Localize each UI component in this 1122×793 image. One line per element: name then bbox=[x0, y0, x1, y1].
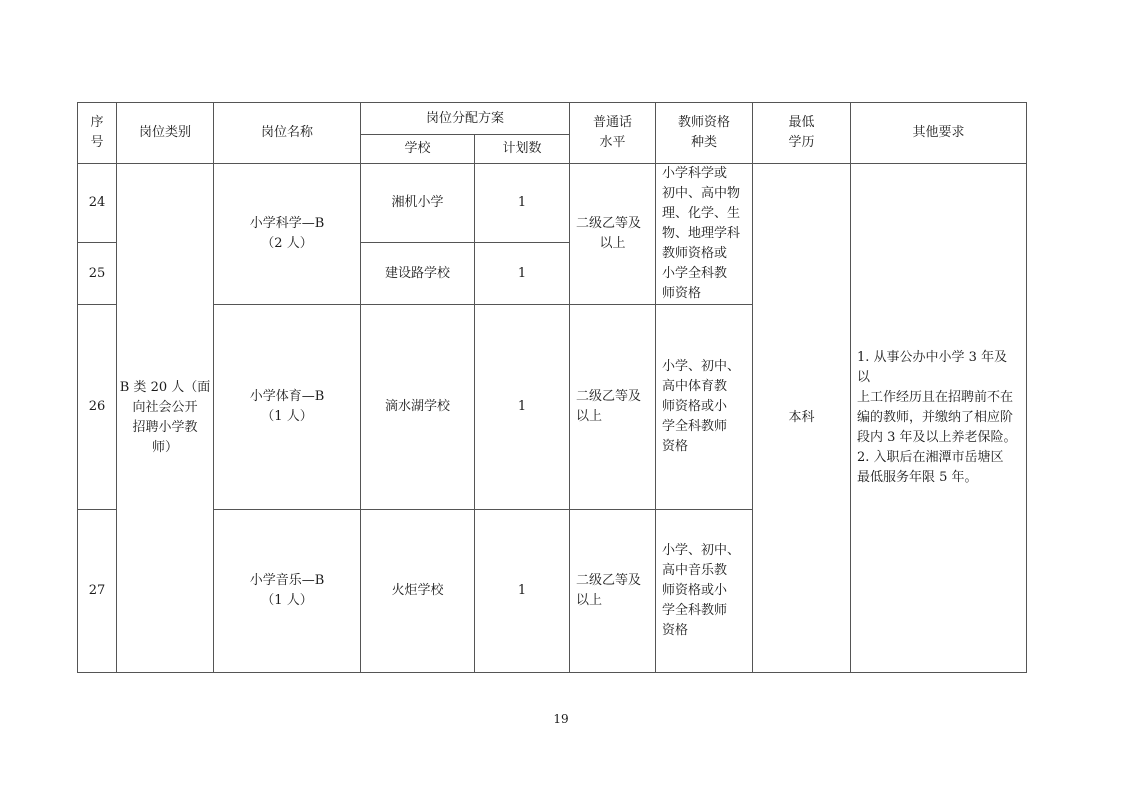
header-post-name: 岗位名称 bbox=[214, 103, 361, 164]
cert-line: 理、化学、生 bbox=[662, 206, 741, 221]
school-cell: 滴水湖学校 bbox=[361, 305, 475, 510]
header-cert-line2: 种类 bbox=[691, 135, 718, 150]
header-cert-line1: 教师资格 bbox=[678, 115, 731, 130]
category-line: 招聘小学教 bbox=[132, 420, 198, 435]
header-plan-count: 计划数 bbox=[475, 135, 570, 164]
category-cell bbox=[117, 164, 214, 673]
requirement-line: 编的教师，并缴纳了相应阶 bbox=[857, 410, 1014, 425]
cert-line: 小学科学或 bbox=[662, 166, 728, 181]
cert-line: 物、地理学科 bbox=[662, 226, 741, 241]
cert-cell bbox=[656, 305, 753, 510]
header-mandarin bbox=[570, 103, 656, 164]
header-seq bbox=[78, 103, 117, 164]
header-edu-line2: 学历 bbox=[788, 135, 815, 150]
header-other: 其他要求 bbox=[851, 103, 1027, 164]
seq-cell: 24 bbox=[78, 164, 117, 243]
mandarin-cell bbox=[570, 164, 656, 305]
edu-cell: 本科 bbox=[753, 164, 851, 673]
mandarin-line: 二级乙等及 bbox=[576, 216, 642, 231]
mandarin-line: 以上 bbox=[576, 409, 603, 424]
requirement-line: 上工作经历且在招聘前不在 bbox=[857, 390, 1014, 405]
count-cell: 1 bbox=[475, 164, 570, 243]
cert-line: 师资格或小 bbox=[662, 583, 728, 598]
post-line: （1 人） bbox=[261, 593, 313, 608]
count-cell: 1 bbox=[475, 243, 570, 305]
seq-cell: 27 bbox=[78, 510, 117, 673]
header-edu-line1: 最低 bbox=[788, 115, 815, 130]
header-edu bbox=[753, 103, 851, 164]
cert-line: 教师资格或 bbox=[662, 246, 728, 261]
school-cell: 建设路学校 bbox=[361, 243, 475, 305]
category-line: 师） bbox=[151, 440, 178, 455]
post-name-cell bbox=[214, 164, 361, 305]
category-line: 向社会公开 bbox=[132, 400, 198, 415]
requirement-line: 最低服务年限 5 年。 bbox=[857, 470, 978, 485]
mandarin-cell bbox=[570, 510, 656, 673]
header-mandarin-line2: 水平 bbox=[599, 135, 626, 150]
header-category: 岗位类别 bbox=[117, 103, 214, 164]
mandarin-line: 以上 bbox=[576, 593, 603, 608]
mandarin-line: 二级乙等及 bbox=[576, 389, 642, 404]
cert-line: 高中体育教 bbox=[662, 379, 728, 394]
school-cell: 湘机小学 bbox=[361, 164, 475, 243]
count-cell: 1 bbox=[475, 510, 570, 673]
mandarin-cell bbox=[570, 305, 656, 510]
cert-line: 学全科教师 bbox=[662, 419, 728, 434]
post-name-cell bbox=[214, 510, 361, 673]
header-cert bbox=[656, 103, 753, 164]
mandarin-line: 以上 bbox=[599, 236, 626, 251]
recruitment-table bbox=[77, 102, 1027, 673]
post-line: （2 人） bbox=[261, 236, 313, 251]
header-seq-line1: 序 bbox=[90, 115, 104, 130]
cert-line: 高中音乐教 bbox=[662, 563, 728, 578]
cert-line: 小学全科教 bbox=[662, 266, 728, 281]
post-name-cell bbox=[214, 305, 361, 510]
post-line: 小学体育—B bbox=[249, 389, 325, 404]
seq-cell: 25 bbox=[78, 243, 117, 305]
requirement-line: 段内 3 年及以上养老保险。 bbox=[857, 430, 1017, 445]
cert-line: 学全科教师 bbox=[662, 603, 728, 618]
count-cell: 1 bbox=[475, 305, 570, 510]
school-cell: 火炬学校 bbox=[361, 510, 475, 673]
cert-line: 师资格 bbox=[662, 286, 702, 301]
requirement-line: 1. 从事公办中小学 3 年及以 bbox=[857, 350, 1008, 385]
header-seq-line2: 号 bbox=[90, 135, 104, 150]
category-line: B 类 20 人（面 bbox=[119, 380, 211, 395]
cert-line: 初中、高中物 bbox=[662, 186, 741, 201]
cert-cell bbox=[656, 164, 753, 305]
cert-line: 资格 bbox=[662, 439, 689, 454]
post-line: （1 人） bbox=[261, 409, 313, 424]
seq-cell: 26 bbox=[78, 305, 117, 510]
cert-line: 小学、初中、 bbox=[662, 359, 741, 374]
requirement-line: 2. 入职后在湘潭市岳塘区 bbox=[857, 450, 1004, 465]
cert-line: 小学、初中、 bbox=[662, 543, 741, 558]
cert-line: 师资格或小 bbox=[662, 399, 728, 414]
post-line: 小学科学—B bbox=[249, 216, 325, 231]
header-mandarin-line1: 普通话 bbox=[593, 115, 633, 130]
page-number: 19 bbox=[553, 712, 569, 726]
cert-cell bbox=[656, 510, 753, 673]
mandarin-line: 二级乙等及 bbox=[576, 573, 642, 588]
other-requirements-cell bbox=[851, 164, 1027, 673]
header-allocation: 岗位分配方案 bbox=[361, 103, 570, 135]
header-school: 学校 bbox=[361, 135, 475, 164]
cert-line: 资格 bbox=[662, 623, 689, 638]
post-line: 小学音乐—B bbox=[249, 573, 325, 588]
